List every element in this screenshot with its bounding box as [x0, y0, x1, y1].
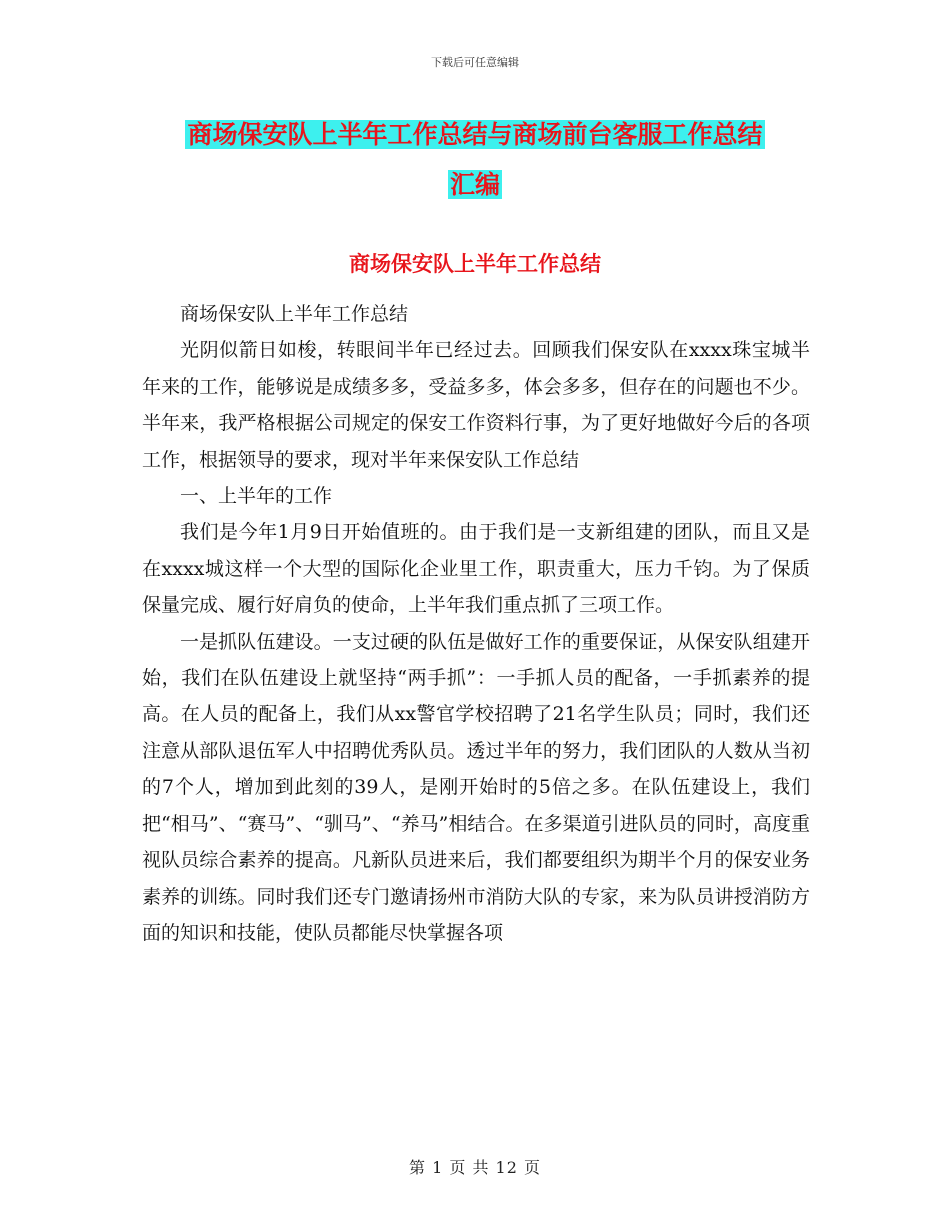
paragraph: 光阴似箭日如梭，转眼间半年已经过去。回顾我们保安队在xxxx珠宝城半年来的工作，能够说是成绩多多，受益多多，体会多多，但存在的问题也不少。半年来，我严格根据公司规定的保安工作资料行事，为了更好地做好今后的各项工作，根据领导的要求，现对半年来保安队工作总结	[142, 339, 810, 471]
paragraph: 我们是今年1月9日开始值班的。由于我们是一支新组建的团队，而且又是在xxxx城这样一个大型的国际化企业里工作，职责重大，压力千钧。为了保质保量完成、履行好肩负的使命，上半年我们重点抓了三项工作。	[142, 521, 810, 617]
header-note: 下载后可任意编辑	[431, 56, 519, 69]
section-title: 商场保安队上半年工作总结	[349, 252, 601, 276]
paragraph: 一、上半年的工作	[180, 485, 333, 508]
paragraph: 商场保安队上半年工作总结	[180, 303, 409, 325]
body-text	[142, 296, 810, 951]
page-footer: 第 1 页 共 12 页	[409, 1158, 541, 1177]
main-title-line-2: 汇编	[449, 170, 500, 199]
paragraph: 一是抓队伍建设。一支过硬的队伍是做好工作的重要保证，从保安队组建开始，我们在队伍建设上就坚持“两手抓”：一手抓人员的配备，一手抓素养的提高。在人员的配备上，我们从xx警官学校招聘了21名学生队员；同时，我们还注意从部队退伍军人中招聘优秀队员。透过半年的努力，我们团队的人数从当初的7个人，增加到此刻的39人，是刚开始时的5倍之多。在队伍建设上，我们把“相马”、“赛马”、“驯马”、“养马”相结合。在多渠道引进队员的同时，高度重视队员综合素养的提高。凡新队员进来后，我们都要组织为期半个月的保安业务素养的训练。同时我们还专门邀请扬州市消防大队的专家，来为队员讲授消防方面的知识和技能，使队员都能尽快掌握各项	[142, 630, 810, 944]
main-title-line-1: 商场保安队上半年工作总结与商场前台客服工作总结	[187, 120, 763, 149]
main-title	[0, 110, 950, 210]
